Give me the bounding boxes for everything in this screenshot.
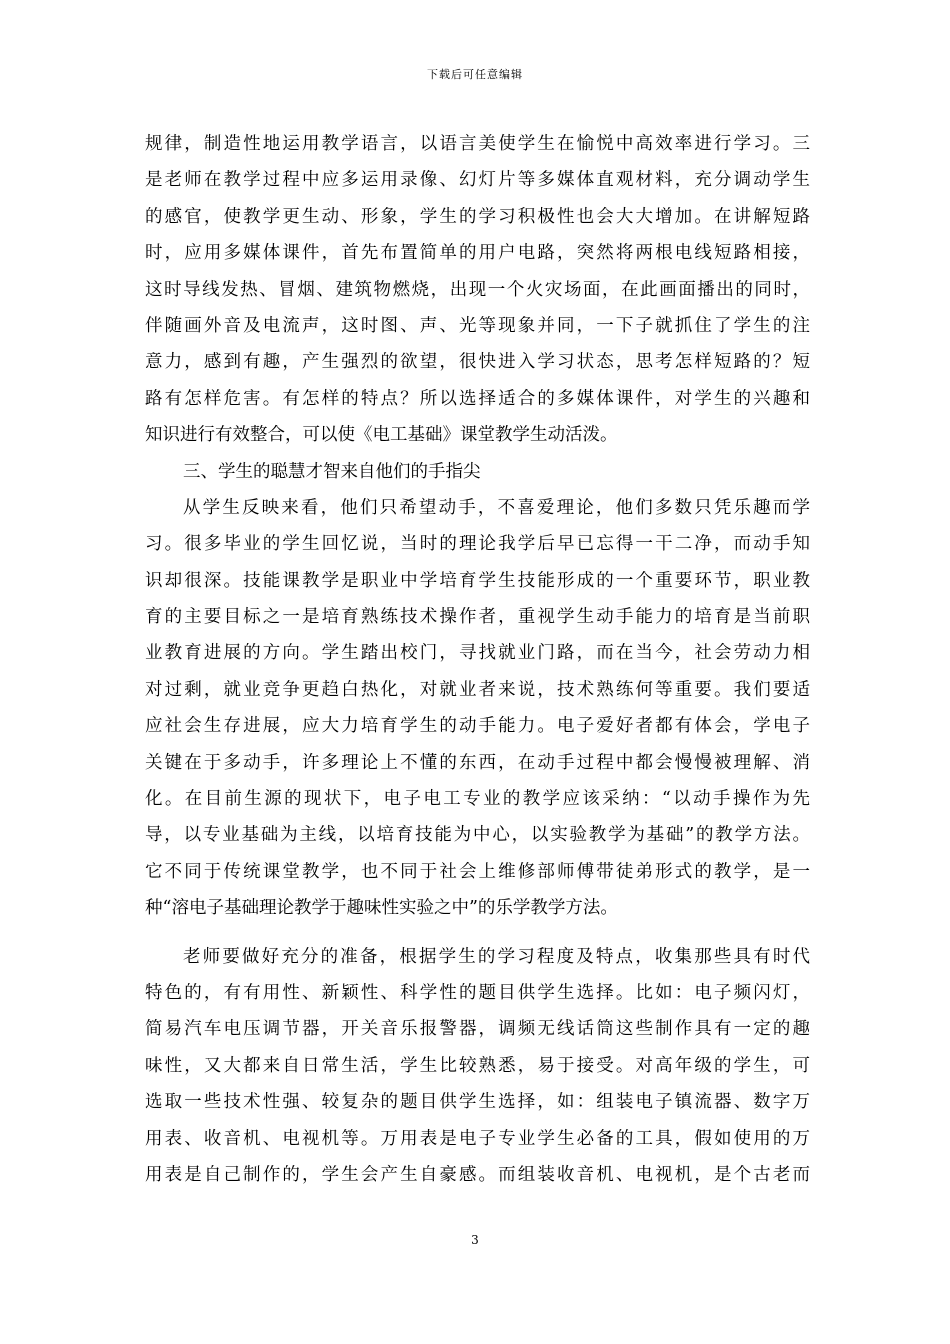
text-line: 种“溶电子基础理论教学于趣味性实验之中”的乐学教学方法。 [145, 898, 618, 919]
section-heading-text: 三、学生的聪慧才智来自他们的手指尖 [183, 461, 481, 482]
text-line: 导，以专业基础为主线，以培育技能为中心，以实验教学为基础”的教学方法。 [145, 825, 810, 846]
text-line: 意力，感到有趣，产生强烈的欲望，很快进入学习状态，思考怎样短路的？短 [145, 352, 810, 373]
text-line: 它不同于传统课堂教学，也不同于社会上维修部师傅带徒弟形式的教学，是一 [145, 861, 810, 882]
text-line: 简易汽车电压调节器，开关音乐报警器，调频无线话筒这些制作具有一定的趣 [145, 1019, 810, 1040]
text-line: 规律，制造性地运用教学语言，以语言美使学生在愉悦中高效率进行学习。三 [145, 134, 810, 154]
section-heading [145, 454, 810, 490]
text-line: 选取一些技术性强、较复杂的题目供学生选择，如：组装电子镇流器、数字万 [145, 1092, 810, 1113]
paragraph [145, 490, 810, 927]
text-line: 味性，又大都来自日常生活，学生比较熟悉，易于接受。对高年级的学生，可 [145, 1055, 810, 1076]
paragraph [145, 939, 810, 1194]
document-body [145, 126, 810, 1193]
text-line: 特色的，有有用性、新颖性、科学性的题目供学生选择。比如：电子频闪灯， [145, 982, 810, 1003]
text-line: 用表、收音机、电视机等。万用表是电子专业学生必备的工具，假如使用的万 [145, 1128, 810, 1149]
page-header: 下载后可任意编辑 [427, 68, 523, 81]
text-line: 老师要做好充分的准备，根据学生的学习程度及特点，收集那些具有时代 [183, 946, 810, 967]
text-line: 业教育进展的方向。学生踏出校门，寻找就业门路，而在当今，社会劳动力相 [145, 643, 810, 664]
paragraph-spacer [145, 927, 810, 939]
text-line: 育的主要目标之一是培育熟练技术操作者，重视学生动手能力的培育是当前职 [145, 607, 810, 628]
text-line: 对过剩，就业竞争更趋白热化，对就业者来说，技术熟练何等重要。我们要适 [145, 679, 810, 700]
text-line: 的感官，使教学更生动、形象，学生的学习积极性也会大大增加。在讲解短路 [145, 206, 810, 227]
text-line: 用表是自己制作的，学生会产生自豪感。而组装收音机、电视机，是个古老而 [145, 1164, 810, 1185]
text-line: 关键在于多动手，许多理论上不懂的东西，在动手过程中都会慢慢被理解、消 [145, 752, 810, 773]
text-line: 识却很深。技能课教学是职业中学培育学生技能形成的一个重要环节，职业教 [145, 570, 810, 591]
text-line: 伴随画外音及电流声，这时图、声、光等现象并同，一下子就抓住了学生的注 [145, 315, 810, 336]
text-line: 习。很多毕业的学生回忆说，当时的理论我学后早已忘得一干二净，而动手知 [145, 534, 810, 555]
text-line: 知识进行有效整合，可以使《电工基础》课堂教学生动活泼。 [145, 425, 618, 446]
text-line: 这时导线发热、冒烟、建筑物燃烧，出现一个火灾场面，在此画面播出的同时， [145, 279, 810, 300]
text-line: 从学生反映来看，他们只希望动手，不喜爱理论，他们多数只凭乐趣而学 [183, 497, 810, 518]
text-line: 是老师在教学过程中应多运用录像、幻灯片等多媒体直观材料，充分调动学生 [145, 170, 810, 191]
text-line: 路有怎样危害。有怎样的特点？所以选择适合的多媒体课件，对学生的兴趣和 [145, 388, 810, 409]
text-line: 时，应用多媒体课件，首先布置简单的用户电路，突然将两根电线短路相接， [145, 243, 810, 264]
page-number: 3 [471, 1233, 479, 1247]
text-line: 化。在目前生源的现状下，电子电工专业的教学应该采纳：“以动手操作为先 [145, 789, 810, 810]
text-line: 应社会生存进展，应大力培育学生的动手能力。电子爱好者都有体会，学电子 [145, 716, 810, 737]
paragraph [145, 126, 810, 454]
